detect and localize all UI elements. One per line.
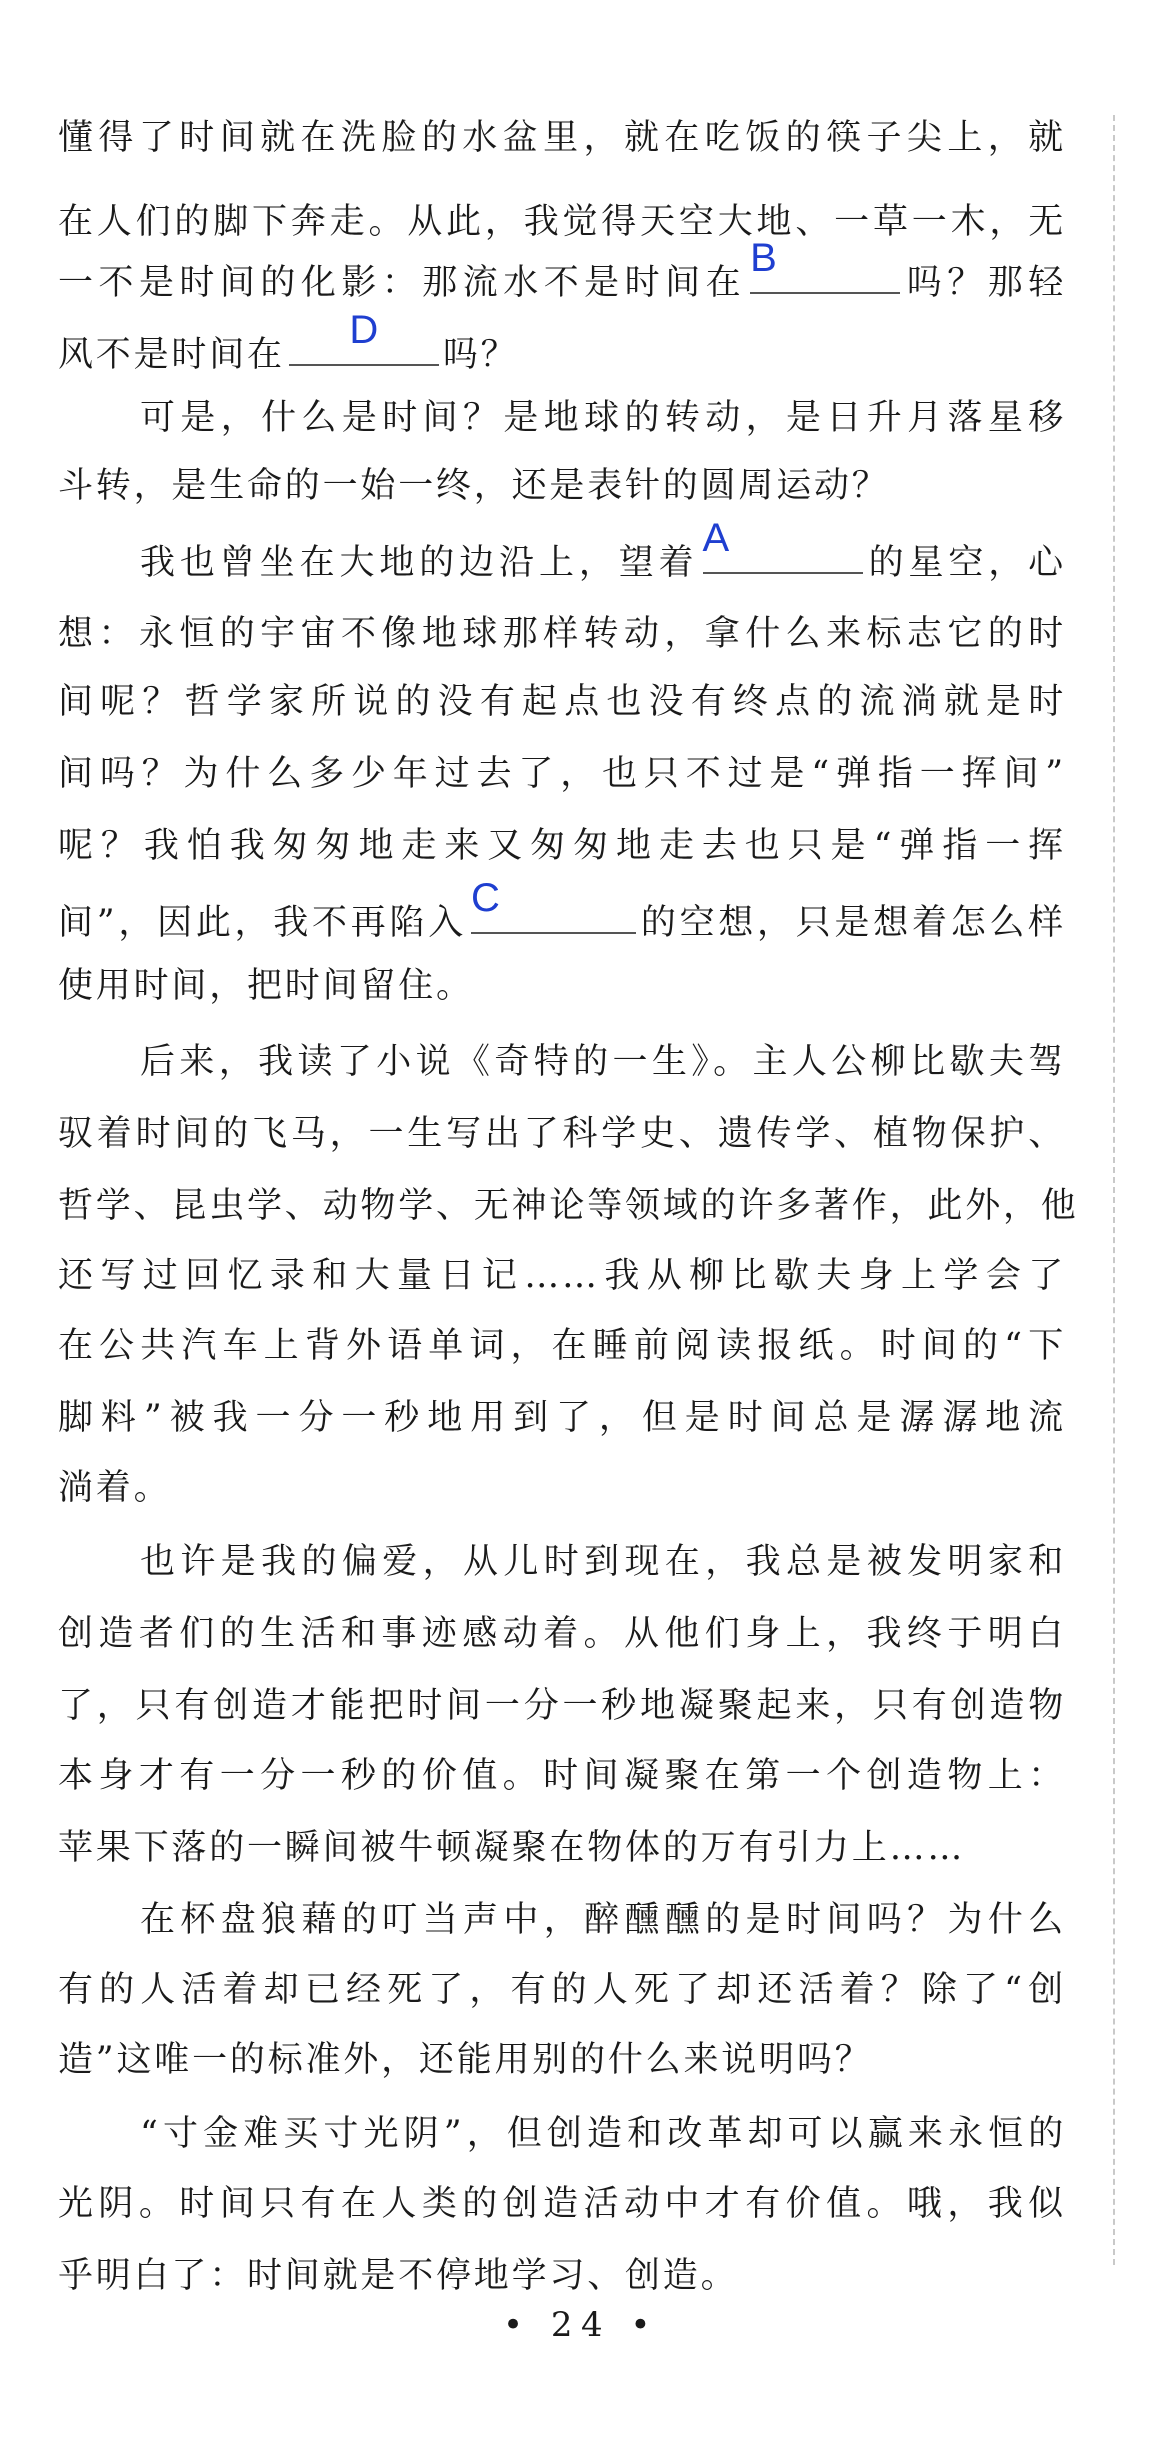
text-segment: 的星空，心 xyxy=(866,543,1066,583)
text-line: 乎明白了：时间就是不停地学习、创造。 xyxy=(58,2256,739,2296)
text-line: “寸金难买寸光阴”，但创造和改革却可以赢来永恒的 xyxy=(140,2114,1066,2154)
text-line: 后来，我读了小说《奇特的一生》。主人公柳比歇夫驾 xyxy=(140,1042,1066,1082)
text-line-blank xyxy=(140,516,1066,589)
text-line: 哲学、昆虫学、动物学、无神论等领域的许多著作，此外，他 xyxy=(58,1186,1079,1226)
text-line: 在公共汽车上背外语单词，在睡前阅读报纸。时间的“下 xyxy=(58,1326,1066,1366)
text-line: 想：永恒的宇宙不像地球那样转动，拿什么来标志它的时 xyxy=(58,614,1066,654)
text-segment: 风不是时间在 xyxy=(58,335,285,375)
page-number: • 24 • xyxy=(503,2305,659,2345)
answer-label: A xyxy=(702,516,730,560)
text-segment: 吗？ xyxy=(442,335,519,375)
text-line: 脚料”被我一分一秒地用到了，但是时间总是潺潺地流 xyxy=(58,1398,1066,1438)
text-line: 可是，什么是时间？是地球的转动，是日升月落星移 xyxy=(140,398,1066,438)
text-line: 间呢？哲学家所说的没有起点也没有终点的流淌就是时 xyxy=(58,682,1066,722)
text-line: 斗转，是生命的一始一终，还是表针的圆周运动？ xyxy=(58,466,890,506)
text-line-blank xyxy=(58,308,1066,381)
text-line: 本身才有一分一秒的价值。时间凝聚在第一个创造物上： xyxy=(58,1756,1066,1796)
text-line-blank xyxy=(58,236,1066,309)
answer-label: D xyxy=(349,308,379,352)
text-segment: 吗？那轻 xyxy=(904,263,1066,303)
text-line: 呢？我怕我匆匆地走来又匆匆地走去也只是“弹指一挥 xyxy=(58,826,1066,866)
text-line: 懂得了时间就在洗脸的水盆里，就在吃饭的筷子尖上，就 xyxy=(58,118,1066,158)
text-segment: 一不是时间的化影：那流水不是时间在 xyxy=(58,263,747,303)
text-line: 在杯盘狼藉的叮当声中，醉醺醺的是时间吗？为什么 xyxy=(140,1900,1066,1940)
fill-blank xyxy=(470,876,636,934)
text-segment: 的空想，只是想着怎么样 xyxy=(639,903,1066,943)
text-line: 使用时间，把时间留住。 xyxy=(58,966,474,1006)
text-line: 造”这唯一的标准外，还能用别的什么来说明吗？ xyxy=(58,2040,873,2080)
text-line: 光阴。时间只有在人类的创造活动中才有价值。哦，我似 xyxy=(58,2184,1066,2224)
text-line: 间吗？为什么多少年过去了，也只不过是“弹指一挥间” xyxy=(58,754,1066,794)
text-segment: 间”，因此，我不再陷入 xyxy=(58,903,467,943)
text-line: 淌着。 xyxy=(58,1468,172,1508)
text-line: 驭着时间的飞马，一生写出了科学史、遗传学、植物保护、 xyxy=(58,1114,1066,1154)
text-line: 在人们的脚下奔走。从此，我觉得天空大地、一草一木，无 xyxy=(58,202,1066,242)
fill-blank xyxy=(750,236,900,294)
text-line: 创造者们的生活和事迹感动着。从他们身上，我终于明白 xyxy=(58,1614,1066,1654)
text-line-blank xyxy=(58,876,1066,949)
fill-blank xyxy=(702,516,863,574)
text-line: 苹果下落的一瞬间被牛顿凝聚在物体的万有引力上…… xyxy=(58,1828,966,1868)
fill-blank xyxy=(289,308,439,366)
text-line: 了，只有创造才能把时间一分一秒地凝聚起来，只有创造物 xyxy=(58,1686,1066,1726)
page-edge-rule xyxy=(1113,115,1115,2265)
text-line: 有的人活着却已经死了，有的人死了却还活着？除了“创 xyxy=(58,1970,1066,2010)
text-segment: 我也曾坐在大地的边沿上，望着 xyxy=(140,543,699,583)
answer-label: B xyxy=(750,236,777,280)
text-line: 还写过回忆录和大量日记……我从柳比歇夫身上学会了 xyxy=(58,1256,1066,1296)
answer-label: C xyxy=(470,876,500,920)
text-line: 也许是我的偏爱，从儿时到现在，我总是被发明家和 xyxy=(140,1542,1066,1582)
